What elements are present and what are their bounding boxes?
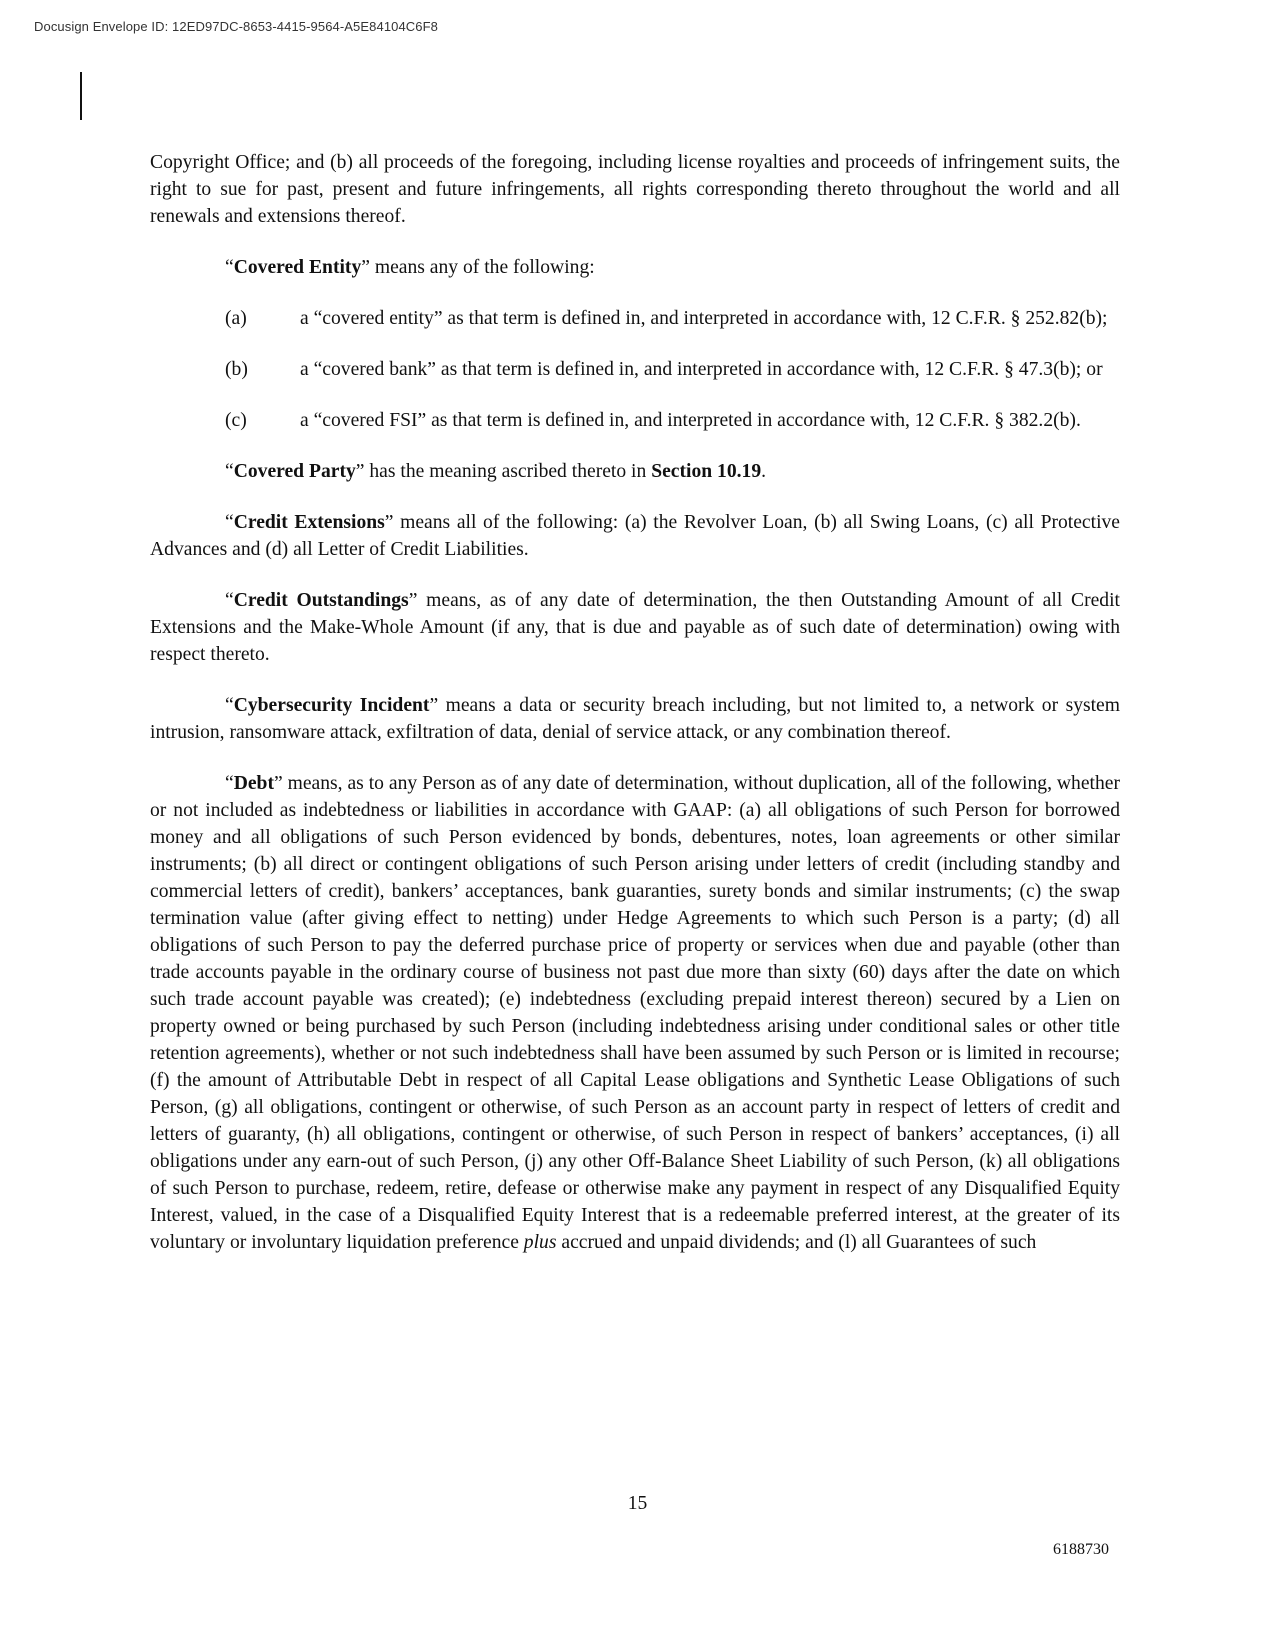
covered-entity-item-b: (b) a “covered bank” as that term is defined in, and interpreted in accordance with, 12 C.F.R. § 47.3(b); or — [150, 356, 1120, 383]
term-cybersecurity-incident: Cybersecurity Incident — [233, 695, 430, 716]
page-number: 15 — [627, 1493, 648, 1514]
item-label: (a) — [225, 308, 247, 329]
definition-covered-party: “Covered Party” has the meaning ascribed thereto in Section 10.19. — [225, 461, 767, 482]
term-covered-entity: Covered Entity — [233, 257, 362, 278]
emphasis-plus: plus — [523, 1232, 557, 1253]
definition-cybersecurity-incident: “Cybersecurity Incident” means a data or security breach including, but not limited to, a network or system intrusion, ransomware attack, exfiltration of data, denial of service attack, or any combination thereof. — [150, 695, 1120, 743]
envelope-id: Docusign Envelope ID: 12ED97DC-8653-4415-9564-A5E84104C6F8 — [34, 19, 438, 34]
definition-debt: “Debt” means, as to any Person as of any date of determination, without duplication, all of the following, whether or not included as indebtedness or liabilities in accordance with GAAP: (a) all obligations of such Person for borrowed money and all obligations of such Person evidenced by bonds, debentures, notes, loan agreements or other similar instruments; (b) all direct or contingent obligations of such Person arising under letters of credit (including standby and commercial letters of credit), bankers’ acceptances, bank guaranties, surety bonds and similar instruments; (c) the swap termination value (after giving effect to netting) under Hedge Agreements to which such Person is a party; (d) all obligations of such Person to pay the deferred purchase price of property or services when due and payable (other than trade accounts payable in the ordinary course of business not past due more than sixty (60) days after the date on which such trade account payable was created); (e) indebtedness (excluding prepaid interest thereon) secured by a Lien on property owned or being purchased by such Person (including indebtedness arising under conditional sales or other title retention agreements), whether or not such indebtedness shall have been assumed by such Person or is limited in recourse; (f) the amount of Attributable Debt in respect of all Capital Lease obligations and Synthetic Lease Obligations of such Person, (g) all obligations, contingent or otherwise, of such Person as an account party in respect of letters of credit and letters of guaranty, (h) all obligations, contingent or otherwise, of such Person in respect of bankers’ acceptances, (i) all obligations under any earn-out of such Person, (j) any other Off-Balance Sheet Liability of such Person, (k) all obligations of such Person to purchase, redeem, retire, defease or otherwise make any payment in respect of any Disqualified Equity Interest, valued, in the case of a Disqualified Equity Interest that is a redeemable preferred interest, at the greater of its voluntary or involuntary liquidation preference plus accrued and unpaid dividends; and (l) all Guarantees of such — [150, 773, 1120, 1253]
term-credit-extensions: Credit Extensions — [233, 512, 385, 533]
intro-paragraph: Copyright Office; and (b) all proceeds of the foregoing, including license royalties and proceeds of infringement suits, the right to sue for past, present and future infringements, all rights corresponding thereto throughout the world and all renewals and extensions thereof. — [150, 152, 1120, 227]
covered-entity-item-a: (a) a “covered entity” as that term is defined in, and interpreted in accordance with, 12 C.F.R. § 252.82(b); — [150, 305, 1120, 332]
definition-credit-outstandings: “Credit Outstandings” means, as of any date of determination, the then Outstanding Amount of all Credit Extensions and the Make-Whole Amount (if any, that is due and payable as of such date of determination) owing with respect thereto. — [150, 590, 1120, 665]
definition-credit-extensions: “Credit Extensions” means all of the following: (a) the Revolver Loan, (b) all Swing Loans, (c) all Protective Advances and (d) all Letter of Credit Liabilities. — [150, 512, 1120, 560]
term-covered-party: Covered Party — [233, 461, 356, 482]
section-reference: Section 10.19 — [651, 461, 762, 482]
item-label: (b) — [225, 359, 248, 380]
covered-entity-item-c: (c) a “covered FSI” as that term is defined in, and interpreted in accordance with, 12 C.F.R. § 382.2(b). — [150, 407, 1120, 434]
term-credit-outstandings: Credit Outstandings — [233, 590, 409, 611]
document-body — [150, 149, 1120, 1280]
item-label: (c) — [225, 410, 247, 431]
term-debt: Debt — [233, 773, 274, 794]
document-number: 6188730 — [1053, 1541, 1109, 1558]
definition-covered-entity: “Covered Entity” means any of the following: — [225, 257, 595, 278]
revision-bar — [80, 72, 82, 120]
